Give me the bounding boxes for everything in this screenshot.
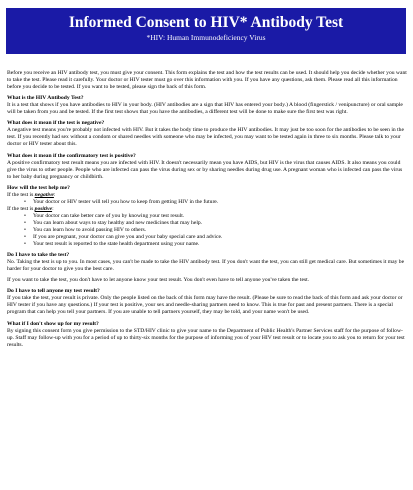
document-subtitle: *HIV: Human Immunodeficiency Virus (146, 33, 266, 42)
section-heading: What does it mean if the confirmatory test is positive? (7, 152, 136, 159)
intro-paragraph: Before you receive an HIV antibody test, you must give your consent. This form explains the test and how the test results can be used. It should help you decide whether you want to take the test. Please read it carefully. Your doctor or HIV tester must go over this information with you. If you have any questions, ask them. Please read all this information before you decide to be tested. If you want to be tested, please sign the back of this form. (7, 70, 407, 90)
negative-list (7, 199, 407, 206)
section-heading: What if I don't show up for my result? (7, 320, 99, 327)
section-heading: What is the HIV Antibody Test? (7, 95, 84, 102)
section-heading: What does it mean if the test is negative? (7, 120, 105, 127)
section-paragraph: If you want to take the test, you don't have to let anyone know your test result. You don't even have to tell anyone you've taken the test. (7, 277, 310, 284)
list-item: • You can learn about ways to stay healthy and new medicines that may help. (33, 220, 407, 227)
positive-intro: If the test is positive: (7, 205, 54, 212)
list-item: • Your test result is reported to the state health department using your name. (33, 241, 407, 248)
section-paragraph: If you take the test, your result is private. Only the people listed on the back of this form may have the result. (Please be sure to read the back of this form and ask your doctor or HIV tester if you have any questions.) If your test is positive, your sex and needle-sharing partners need to know. This is true for past and present partners. There is a special program that can help you tell your partners. If you are unable to tell partners yourself, they may be told, and your name won't be used. (7, 295, 403, 316)
section-heading: Do I have to tell anyone my test result? (7, 288, 100, 295)
section-heading: Do I have to take the test? (7, 251, 70, 258)
section-paragraph: It is a test that shows if you have antibodies to HIV in your body. (HIV antibodies are a sign that HIV has entered your body.) A blood (fingerstick / venipuncture) or oral sample will be taken from you and be tested. If the first test shows that you have the antibodies, a different test will be done to make sure the first test was right. (7, 102, 403, 116)
positive-word: positive (34, 205, 53, 212)
negative-word: negative (34, 191, 54, 198)
section-paragraph: A positive confirmatory test result means you are infected with HIV. It doesn't necessarily mean you have AIDS, but HIV is the virus that causes AIDS. It also means you could give the virus to other people. People who are infected can pass the virus during sex or by sharing needles during drug use. A pregnant woman who is infected can pass the virus to her baby during pregnancy or childbirth. (7, 159, 403, 180)
title-banner (6, 8, 406, 54)
negative-intro: If the test is negative: (7, 191, 56, 198)
positive-list (7, 213, 407, 248)
list-item: • You can learn how to avoid passing HIV to others. (33, 227, 407, 234)
document-title: Informed Consent to HIV* Antibody Test (68, 14, 344, 31)
section-paragraph: By signing this consent form you give permission to the STD/HIV clinic to give your name to the Department of Public Health's Partner Services staff for the purpose of follow-up. Staff may follow-up with you for a period of up to thirty-six months for the purpose of informing you of your HIV test result or to locate you to ask you to return for your test results. (7, 327, 405, 348)
section-heading: How will the test help me? (7, 184, 70, 191)
list-item: • Your doctor can take better care of you by knowing your test result. (33, 213, 407, 220)
section-paragraph: A negative test means you're probably not infected with HIV. But it takes the body time to produce the HIV antibodies. It may just be too soon for the antibodies to be seen in the test. If you recently had sex without a condom or shared needles with someone who may be infected, you may want to be tested again in three to six months. Please talk to your doctor or HIV tester about this. (7, 127, 404, 148)
list-item: • If you are pregnant, your doctor can give you and your baby special care and advice. (33, 234, 407, 241)
document-body (7, 70, 407, 353)
list-item: • Your doctor or HIV tester will tell you how to keep from getting HIV in the future. (33, 199, 407, 206)
section-paragraph: No. Taking the test is up to you. In most cases, you can't be made to take the HIV antibody test. If you don't want the test, you can still get medical care. But sometimes it may be harder for your doctor to give you the best care. (7, 258, 405, 272)
